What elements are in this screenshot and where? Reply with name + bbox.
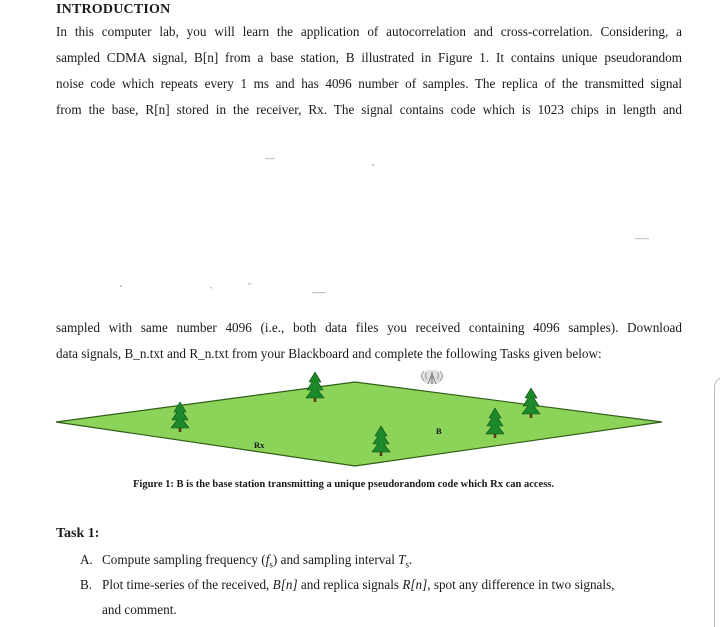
field-area <box>56 382 662 466</box>
paragraph-line: noise code which repeats every 1 ms and has 4096 number of samples. The replica of the transmitted signal <box>56 76 682 91</box>
task-item-b <box>80 577 615 593</box>
figure-caption: Figure 1: B is the base station transmitting a unique pseudorandom code which Rx can access. <box>133 479 554 490</box>
tree-icon <box>522 388 540 418</box>
task-text: and replica signals <box>297 577 403 592</box>
task-text: Plot time-series of the received, <box>102 577 273 592</box>
paragraph-line: sampled CDMA signal, B[n] from a base station, B illustrated in Figure 1. It contains unique pseudorandom <box>56 50 682 65</box>
base-station-label: B <box>436 426 442 436</box>
section-heading: INTRODUCTION <box>56 2 171 17</box>
task-item-b-continued: and comment. <box>102 602 177 617</box>
rx-label: Rx <box>254 440 265 450</box>
task-text: Compute sampling frequency ( <box>102 552 266 567</box>
math-symbol: T <box>398 552 406 567</box>
math-subscript: s <box>269 559 273 570</box>
intro-paragraph <box>56 19 682 123</box>
page-edge-tab <box>714 377 720 627</box>
paragraph-line: from the base, R[n] stored in the receiver, Rx. The signal contains code which is 1023 chips in length and <box>56 102 682 117</box>
task-text: , spot any difference in two signals, <box>427 577 615 592</box>
task-text: . <box>409 552 413 567</box>
continuation-paragraph <box>56 315 682 367</box>
tree-icon <box>306 372 324 402</box>
list-marker: B. <box>80 577 93 592</box>
paragraph-line: sampled with same number 4096 (i.e., both data files you received containing 4096 samples). Download <box>56 320 682 335</box>
math-symbol: f <box>265 552 270 567</box>
math-symbol: R[n] <box>402 577 428 592</box>
task-item-a <box>80 552 412 570</box>
math-symbol: B[n] <box>272 577 298 592</box>
task-title: Task 1: <box>56 526 100 541</box>
paragraph-line: data signals, B_n.txt and R_n.txt from your Blackboard and complete the following Tasks given below: <box>56 346 602 361</box>
math-subscript: s <box>405 559 410 570</box>
task-text: ) and sampling interval <box>272 552 399 567</box>
base-station-antenna-icon <box>422 370 443 384</box>
paragraph-line: In this computer lab, you will learn the application of autocorrelation and cross-correlation. Considering, a <box>56 24 682 39</box>
figure-1-illustration <box>50 364 670 474</box>
list-marker: A. <box>80 552 93 567</box>
